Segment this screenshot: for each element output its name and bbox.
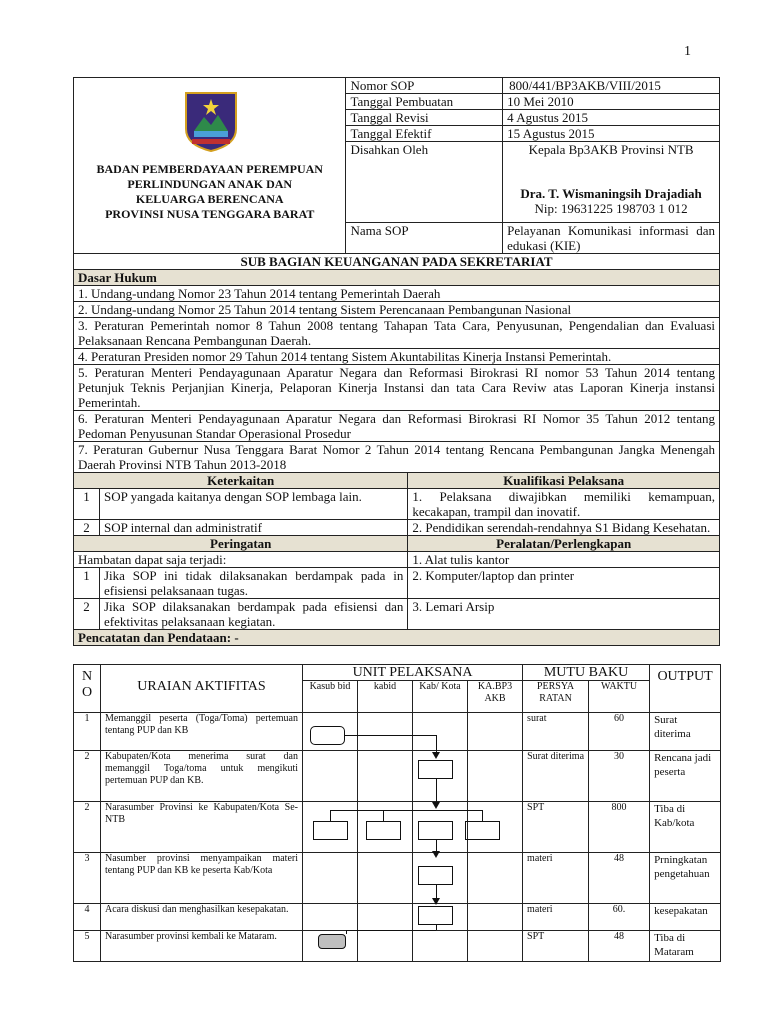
province-emblem-icon <box>184 91 238 153</box>
peringatan-no: 2 <box>74 599 100 630</box>
flow-connector <box>436 735 437 752</box>
peralatan-item: 2. Komputer/laptop dan printer <box>408 568 720 599</box>
unit-kabkota: Kab/ Kota <box>413 681 468 713</box>
flow-process-box <box>465 821 500 840</box>
dasar-hukum-item: 4. Peraturan Presiden nomor 29 Tahun 2014 tentang Sistem Akuntabilitas Kinerja Instansi Pemerintah. <box>74 349 720 365</box>
peringatan-no: 1 <box>74 568 100 599</box>
sop-name-label: Nama SOP <box>346 223 503 254</box>
arrow-down-icon <box>432 802 440 809</box>
row-output: Surat diterima <box>650 713 721 751</box>
field-value: 4 Agustus 2015 <box>503 110 720 126</box>
kualifikasi-item: 2. Pendidikan serendah-rendahnya S1 Bidang Kesehatan. <box>408 520 720 536</box>
row-waktu: 48 <box>589 931 650 962</box>
row-waktu: 800 <box>589 802 650 853</box>
dasar-hukum-item: 7. Peraturan Gubernur Nusa Tenggara Barat Nomor 2 Tahun 2014 tentang Rencana Pembangunan Jangka Menengah Daerah Provinsi NTB Tahun 2013-2018 <box>74 442 720 473</box>
row-waktu: 30 <box>589 751 650 802</box>
arrow-down-icon <box>432 851 440 858</box>
dasar-hukum-title: Dasar Hukum <box>74 270 720 286</box>
org-name-line-1: BADAN PEMBERDAYAAN PEREMPUAN <box>96 162 323 176</box>
page-number: 1 <box>684 44 691 59</box>
approved-cell <box>503 142 720 223</box>
keterkaitan-title: Keterkaitan <box>74 473 408 489</box>
table-row <box>74 931 721 962</box>
row-persyaratan: materi <box>523 904 589 931</box>
flow-start-terminator <box>310 726 345 745</box>
field-value: 15 Agustus 2015 <box>503 126 720 142</box>
flow-connector <box>436 885 437 899</box>
row-uraian: Narasumber Provinsi ke Kabupaten/Kota Se-NTB <box>101 802 303 853</box>
flow-process-box <box>418 866 453 885</box>
row-no: 3 <box>74 853 101 904</box>
row-waktu: 60. <box>589 904 650 931</box>
approved-title: Kepala Bp3AKB Provinsi NTB <box>528 142 694 157</box>
flow-connector <box>330 810 482 811</box>
flow-connector <box>482 810 483 821</box>
flow-connector <box>330 810 331 821</box>
peringatan-title: Peringatan <box>74 536 408 552</box>
logo-area <box>74 78 345 162</box>
sop-name-value: Pelayanan Komunikasi informasi dan edukasi (KIE) <box>503 223 720 254</box>
field-label: Nomor SOP <box>346 78 503 94</box>
peralatan-title: Peralatan/Perlengkapan <box>408 536 720 552</box>
no-header: N O <box>74 665 101 713</box>
kualifikasi-item: 1. Pelaksana diwajibkan memiliki kemampuan, kecakapan, trampil dan inovatif. <box>408 489 720 520</box>
flow-end-terminator <box>318 934 346 949</box>
field-value: 800/441/BP3AKB/VIII/2015 <box>503 78 720 94</box>
row-uraian: Kabupaten/Kota menerima surat dan memanggil Toga/toma untuk mengikuti pertemuan PUP dan KB. <box>101 751 303 802</box>
flow-process-box <box>418 760 453 779</box>
row-waktu: 60 <box>589 713 650 751</box>
row-no: 2 <box>74 751 101 802</box>
flow-connector <box>345 735 437 736</box>
field-value: 10 Mei 2010 <box>503 94 720 110</box>
flow-process-box <box>418 821 453 840</box>
dasar-hukum-item: 1. Undang-undang Nomor 23 Tahun 2014 tentang Pemerintah Daerah <box>74 286 720 302</box>
unit-header: UNIT PELAKSANA <box>303 665 523 681</box>
flow-process-box <box>313 821 348 840</box>
mutu-persyaratan: PERSYA RATAN <box>523 681 589 713</box>
row-waktu: 48 <box>589 853 650 904</box>
kualifikasi-title: Kualifikasi Pelaksana <box>408 473 720 489</box>
row-output: Prningkatan pengetahuan <box>650 853 721 904</box>
dasar-hukum-item: 3. Peraturan Pemerintah nomor 8 Tahun 2008 tentang Tahapan Tata Cara, Penyusunan, Pengendalian dan Evaluasi Pelaksanaan Rencana Pembangunan Daerah. <box>74 318 720 349</box>
flow-process-box <box>366 821 401 840</box>
peringatan-item: Jika SOP ini tidak dilaksanakan berdampak pada in efisiensi pelaksanaan tugas. <box>99 568 407 599</box>
keterkaitan-item: SOP yangada kaitanya dengan SOP lembaga lain. <box>99 489 407 520</box>
flow-connector <box>346 930 347 934</box>
arrow-down-icon <box>432 752 440 759</box>
arrow-down-icon <box>432 898 440 905</box>
row-no: 2 <box>74 802 101 853</box>
uraian-header: URAIAN AKTIFITAS <box>101 665 303 713</box>
flow-connector <box>436 925 437 930</box>
dasar-hukum-item: 2. Undang-undang Nomor 25 Tahun 2014 tentang Sistem Perencanaan Pembangunan Nasional <box>74 302 720 318</box>
row-output: Rencana jadi peserta <box>650 751 721 802</box>
row-persyaratan: surat <box>523 713 589 751</box>
dasar-hukum-item: 6. Peraturan Menteri Pendayagunaan Aparatur Negara dan Reformasi Birokrasi RI Nomor 35 Tahun 2012 tentang Pedoman Penyusunan Standar Operasional Prosedur <box>74 411 720 442</box>
dasar-hukum-item: 5. Peraturan Menteri Pendayagunaan Aparatur Negara dan Reformasi Birokrasi RI nomor 53 Tahun 2014 tentang Petunjuk Teknis Perjanjian Kinerja, Pelaporan Kinerja Instansi dan tata Cara Reviw atas Laporan Kinerja instansi Pemerintah. <box>74 365 720 411</box>
row-persyaratan: Surat diterima <box>523 751 589 802</box>
field-label: Tanggal Pembuatan <box>346 94 503 110</box>
mutu-header: MUTU BAKU <box>523 665 650 681</box>
table-row <box>74 713 721 751</box>
row-uraian: Acara diskusi dan menghasilkan kesepakatan. <box>101 904 303 931</box>
unit-kabid: kabid <box>358 681 413 713</box>
sop-content-table <box>73 253 720 646</box>
row-uraian: Memanggil peserta (Toga/Toma) pertemuan tentang PUP dan KB <box>101 713 303 751</box>
row-output: kesepakatan <box>650 904 721 931</box>
table-row <box>74 751 721 802</box>
approved-label: Disahkan Oleh <box>346 142 503 223</box>
row-output: Tiba di Kab/kota <box>650 802 721 853</box>
row-uraian: Nasumber provinsi menyampaikan materi tentang PUP dan KB ke peserta Kab/Kota <box>101 853 303 904</box>
row-persyaratan: SPT <box>523 931 589 962</box>
org-name-line-4: PROVINSI NUSA TENGGARA BARAT <box>105 207 315 221</box>
flow-connector <box>383 810 384 821</box>
row-persyaratan: materi <box>523 853 589 904</box>
table-row <box>74 853 721 904</box>
unit-kasubbid: Kasub bid <box>303 681 358 713</box>
section-title: SUB BAGIAN KEUANGANAN PADA SEKRETARIAT <box>74 254 720 270</box>
approved-nip: Nip: 19631225 198703 1 012 <box>534 201 688 216</box>
row-no: 1 <box>74 713 101 751</box>
approved-name: Dra. T. Wismaningsih Drajadiah <box>520 186 702 201</box>
keterkaitan-item: SOP internal dan administratif <box>99 520 407 536</box>
row-no: 5 <box>74 931 101 962</box>
keterkaitan-no: 2 <box>74 520 100 536</box>
flow-connector <box>436 779 437 802</box>
row-uraian: Narasumber provinsi kembali ke Mataram. <box>101 931 303 962</box>
table-row <box>74 904 721 931</box>
unit-kabp3akb: KA.BP3 AKB <box>468 681 523 713</box>
field-label: Tanggal Efektif <box>346 126 503 142</box>
org-cell <box>74 78 346 254</box>
peringatan-intro: Hambatan dapat saja terjadi: <box>74 552 408 568</box>
peralatan-item: 1. Alat tulis kantor <box>408 552 720 568</box>
keterkaitan-no: 1 <box>74 489 100 520</box>
flow-table <box>73 664 721 962</box>
flow-connector <box>436 840 437 851</box>
output-header: OUTPUT <box>650 665 721 713</box>
sop-header-table <box>73 77 720 254</box>
org-name-line-3: KELUARGA BERENCANA <box>135 192 284 206</box>
org-name-line-2: PERLINDUNGAN ANAK DAN <box>127 177 293 191</box>
pencatatan-title: Pencatatan dan Pendataan: - <box>74 630 720 646</box>
flow-process-box <box>418 906 453 925</box>
peralatan-item: 3. Lemari Arsip <box>408 599 720 630</box>
row-persyaratan: SPT <box>523 802 589 853</box>
field-label: Tanggal Revisi <box>346 110 503 126</box>
row-output: Tiba di Mataram <box>650 931 721 962</box>
row-no: 4 <box>74 904 101 931</box>
flow-connector <box>346 930 436 931</box>
peringatan-item: Jika SOP dilaksanakan berdampak pada efisiensi dan efektivitas pelaksanaan kegiatan. <box>99 599 407 630</box>
mutu-waktu: WAKTU <box>589 681 650 713</box>
